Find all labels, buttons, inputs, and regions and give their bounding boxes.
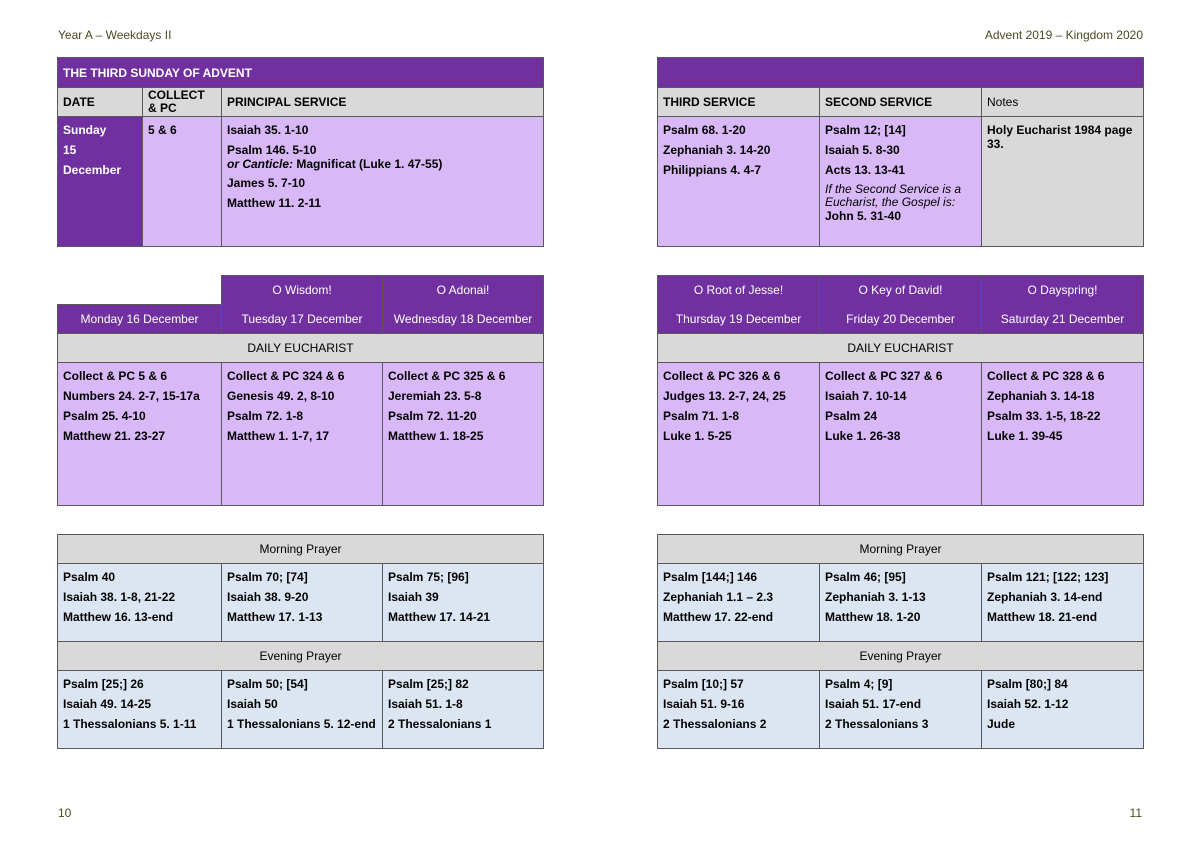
reading: Collect & PC 324 & 6 xyxy=(227,369,345,383)
reading: Numbers 24. 2-7, 15-17a xyxy=(63,389,200,403)
running-header-left: Year A – Weekdays II xyxy=(58,28,172,42)
eucharist-table-left xyxy=(57,275,544,506)
reading: Psalm 12; [14] xyxy=(825,123,906,137)
evening-prayer-label: Evening Prayer xyxy=(58,642,544,671)
notes-text: Holy Eucharist 1984 page 33. xyxy=(987,123,1133,151)
reading: Judges 13. 2-7, 24, 25 xyxy=(663,389,786,403)
reading: Matthew 1. 1-7, 17 xyxy=(227,429,330,443)
reading: 2 Thessalonians 2 xyxy=(663,717,767,731)
antiphon-header: O Adonai! xyxy=(383,276,544,305)
eucharist-readings-cell xyxy=(383,363,544,506)
day-header: Friday 20 December xyxy=(820,305,982,334)
eucharist-readings-cell xyxy=(222,363,383,506)
reading: Isaiah 51. 17-end xyxy=(825,697,922,711)
day-header: Wednesday 18 December xyxy=(383,305,544,334)
blank-header-cell xyxy=(58,276,222,305)
sunday-title-band xyxy=(658,58,1144,88)
reading: Collect & PC 326 & 6 xyxy=(663,369,781,383)
reading: Psalm 68. 1-20 xyxy=(663,123,746,137)
sunday-collect-cell xyxy=(143,117,222,247)
morning-readings-cell xyxy=(820,564,982,642)
reading: Collect & PC 325 & 6 xyxy=(388,369,506,383)
reading-canticle xyxy=(227,157,538,171)
antiphon-header: O Root of Jesse! xyxy=(658,276,820,305)
reading: Isaiah 35. 1-10 xyxy=(227,123,309,137)
reading: Isaiah 51. 1-8 xyxy=(388,697,463,711)
reading: Psalm 146. 5-10 xyxy=(227,143,317,157)
reading: 1 Thessalonians 5. 12-end xyxy=(227,717,376,731)
eucharist-readings-cell xyxy=(658,363,820,506)
antiphon-header: O Wisdom! xyxy=(222,276,383,305)
reading: Psalm 121; [122; 123] xyxy=(987,570,1109,584)
reading: Isaiah 49. 14-25 xyxy=(63,697,152,711)
canticle-label: or Canticle: xyxy=(227,157,294,171)
reading: Zephaniah 3. 14-18 xyxy=(987,389,1095,403)
day-header: Saturday 21 December xyxy=(982,305,1144,334)
reading: Acts 13. 13-41 xyxy=(825,163,906,177)
reading: Matthew 18. 21-end xyxy=(987,610,1098,624)
date-day: 15 xyxy=(63,143,77,157)
reading: Zephaniah 3. 14-20 xyxy=(663,143,771,157)
evening-prayer-label: Evening Prayer xyxy=(658,642,1144,671)
evening-readings-cell xyxy=(58,671,222,749)
offices-table-left xyxy=(57,534,544,749)
day-header: Thursday 19 December xyxy=(658,305,820,334)
eucharist-table-right xyxy=(657,275,1144,506)
eucharist-readings-cell xyxy=(820,363,982,506)
evening-readings-cell xyxy=(658,671,820,749)
reading: 2 Thessalonians 3 xyxy=(825,717,929,731)
reading: Isaiah 38. 9-20 xyxy=(227,590,309,604)
second-service-cell xyxy=(820,117,982,247)
reading: Jude xyxy=(987,717,1016,731)
reading: Matthew 17. 22-end xyxy=(663,610,774,624)
running-header-right: Advent 2019 – Kingdom 2020 xyxy=(984,28,1143,42)
reading: Matthew 16. 13-end xyxy=(63,610,174,624)
evening-readings-cell xyxy=(383,671,544,749)
notes-column-header: Notes xyxy=(982,88,1144,117)
notes-cell xyxy=(982,117,1144,247)
reading: Psalm 75; [96] xyxy=(388,570,469,584)
sunday-table-right xyxy=(657,57,1144,247)
reading: 2 Thessalonians 1 xyxy=(388,717,492,731)
reading: Isaiah 50 xyxy=(227,697,278,711)
third-service-column-header: THIRD SERVICE xyxy=(658,88,820,117)
date-month: December xyxy=(63,163,122,177)
reading: Isaiah 51. 9-16 xyxy=(663,697,745,711)
reading: Jeremiah 23. 5-8 xyxy=(388,389,482,403)
reading: Matthew 11. 2-11 xyxy=(227,196,322,210)
reading: Genesis 49. 2, 8-10 xyxy=(227,389,335,403)
reading: Luke 1. 26-38 xyxy=(825,429,901,443)
daily-eucharist-label: DAILY EUCHARIST xyxy=(58,334,544,363)
sunday-date-cell xyxy=(58,117,143,247)
evening-readings-cell xyxy=(820,671,982,749)
principal-service-column-header: PRINCIPAL SERVICE xyxy=(222,88,544,117)
reading: Collect & PC 5 & 6 xyxy=(63,369,168,383)
page-number-left: 10 xyxy=(58,806,72,820)
morning-readings-cell xyxy=(58,564,222,642)
reading: Matthew 18. 1-20 xyxy=(825,610,921,624)
reading: Philippians 4. 4-7 xyxy=(663,163,762,177)
antiphon-header: O Dayspring! xyxy=(982,276,1144,305)
reading: 1 Thessalonians 5. 1-11 xyxy=(63,717,197,731)
collect-value: 5 & 6 xyxy=(148,123,177,137)
reading: Psalm [144;] 146 xyxy=(663,570,758,584)
reading: Zephaniah 1.1 – 2.3 xyxy=(663,590,774,604)
reading: Matthew 1. 18-25 xyxy=(388,429,484,443)
reading: Psalm 72. 11-20 xyxy=(388,409,477,423)
reading: Psalm [10;] 57 xyxy=(663,677,744,691)
reading: Psalm 40 xyxy=(63,570,116,584)
daily-eucharist-label: DAILY EUCHARIST xyxy=(658,334,1144,363)
day-header: Monday 16 December xyxy=(58,305,222,334)
reading: James 5. 7-10 xyxy=(227,176,306,190)
evening-readings-cell xyxy=(222,671,383,749)
reading: Matthew 17. 14-21 xyxy=(388,610,491,624)
reading: Matthew 21. 23-27 xyxy=(63,429,166,443)
evening-readings-cell xyxy=(982,671,1144,749)
second-service-column-header: SECOND SERVICE xyxy=(820,88,982,117)
sunday-title: THE THIRD SUNDAY OF ADVENT xyxy=(58,58,544,88)
reading: Psalm 33. 1-5, 18-22 xyxy=(987,409,1101,423)
reading: Isaiah 52. 1-12 xyxy=(987,697,1069,711)
reading: Psalm [25;] 82 xyxy=(388,677,469,691)
reading: Psalm 25. 4-10 xyxy=(63,409,146,423)
reading: Psalm 4; [9] xyxy=(825,677,893,691)
reading: Isaiah 38. 1-8, 21-22 xyxy=(63,590,176,604)
morning-prayer-label: Morning Prayer xyxy=(658,535,1144,564)
gospel-reading: John 5. 31-40 xyxy=(825,209,902,223)
reading: Psalm [80;] 84 xyxy=(987,677,1068,691)
date-column-header: DATE xyxy=(58,88,143,117)
reading: Psalm [25;] 26 xyxy=(63,677,144,691)
eucharist-readings-cell xyxy=(982,363,1144,506)
morning-prayer-label: Morning Prayer xyxy=(58,535,544,564)
reading: Luke 1. 5-25 xyxy=(663,429,732,443)
morning-readings-cell xyxy=(222,564,383,642)
reading: Luke 1. 39-45 xyxy=(987,429,1063,443)
reading: Isaiah 7. 10-14 xyxy=(825,389,907,403)
morning-readings-cell xyxy=(383,564,544,642)
third-service-cell xyxy=(658,117,820,247)
page-number-right: 11 xyxy=(1129,806,1142,820)
sunday-table-left xyxy=(57,57,544,247)
date-weekday: Sunday xyxy=(63,123,107,137)
morning-readings-cell xyxy=(658,564,820,642)
reading: Psalm 71. 1-8 xyxy=(663,409,740,423)
reading: Psalm 24 xyxy=(825,409,878,423)
reading: Psalm 50; [54] xyxy=(227,677,308,691)
reading: Matthew 17. 1-13 xyxy=(227,610,323,624)
reading: Zephaniah 3. 1-13 xyxy=(825,590,926,604)
collect-column-header: COLLECT & PC xyxy=(143,88,222,117)
reading: Collect & PC 327 & 6 xyxy=(825,369,943,383)
day-header: Tuesday 17 December xyxy=(222,305,383,334)
reading: Psalm 70; [74] xyxy=(227,570,308,584)
eucharist-readings-cell xyxy=(58,363,222,506)
reading: Isaiah 5. 8-30 xyxy=(825,143,900,157)
reading: Zephaniah 3. 14-end xyxy=(987,590,1103,604)
reading: Psalm 46; [95] xyxy=(825,570,906,584)
canticle-text: Magnificat (Luke 1. 47-55) xyxy=(293,157,443,171)
reading: Collect & PC 328 & 6 xyxy=(987,369,1105,383)
principal-service-cell xyxy=(222,117,544,247)
antiphon-header: O Key of David! xyxy=(820,276,982,305)
reading: Isaiah 39 xyxy=(388,590,439,604)
reading: Psalm 72. 1-8 xyxy=(227,409,304,423)
morning-readings-cell xyxy=(982,564,1144,642)
offices-table-right xyxy=(657,534,1144,749)
second-service-note: If the Second Service is a Eucharist, the Gospel is: xyxy=(825,182,962,209)
